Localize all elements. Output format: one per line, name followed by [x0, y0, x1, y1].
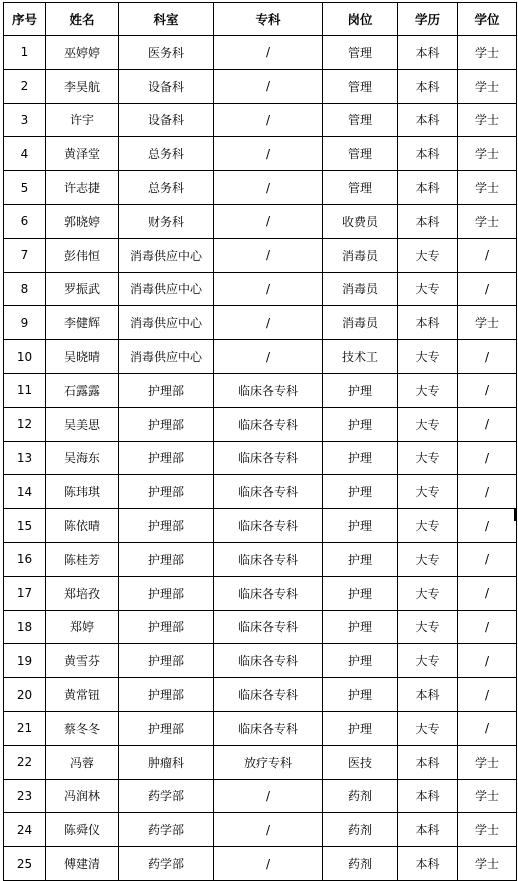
cell-department: 设备科: [119, 103, 214, 137]
cell-seq: 14: [4, 475, 46, 509]
table-row: [4, 306, 517, 340]
cell-position: 护理: [323, 644, 398, 678]
cell-department: 药学部: [119, 813, 214, 847]
cell-seq: 24: [4, 813, 46, 847]
cell-degree: /: [458, 576, 517, 610]
cell-education: 本科: [398, 678, 458, 712]
cell-department: 设备科: [119, 69, 214, 103]
cell-specialty: /: [214, 272, 323, 306]
cell-name: 李健辉: [46, 306, 119, 340]
cell-degree: /: [458, 610, 517, 644]
table-row: [4, 238, 517, 272]
table-row: [4, 779, 517, 813]
cell-seq: 4: [4, 137, 46, 171]
cell-degree: 学士: [458, 779, 517, 813]
cell-name: 李昊航: [46, 69, 119, 103]
cell-department: 护理部: [119, 441, 214, 475]
cell-department: 肿瘤科: [119, 745, 214, 779]
cell-seq: 15: [4, 509, 46, 543]
cell-name: 黄雪芬: [46, 644, 119, 678]
cell-department: 护理部: [119, 373, 214, 407]
table-row: [4, 407, 517, 441]
cell-department: 总务科: [119, 137, 214, 171]
cell-department: 护理部: [119, 576, 214, 610]
cell-position: 药剂: [323, 779, 398, 813]
header-row: [4, 3, 517, 36]
cell-education: 大专: [398, 610, 458, 644]
cell-specialty: /: [214, 137, 323, 171]
cell-position: 管理: [323, 69, 398, 103]
cell-education: 大专: [398, 711, 458, 745]
cell-seq: 18: [4, 610, 46, 644]
cell-education: 本科: [398, 847, 458, 881]
cell-name: 冯蓉: [46, 745, 119, 779]
cell-seq: 10: [4, 340, 46, 374]
cell-degree: 学士: [458, 745, 517, 779]
cell-education: 本科: [398, 103, 458, 137]
cell-specialty: /: [214, 847, 323, 881]
cell-degree: /: [458, 678, 517, 712]
table-row: [4, 813, 517, 847]
cell-name: 黄常钮: [46, 678, 119, 712]
cell-degree: 学士: [458, 103, 517, 137]
table-row: [4, 272, 517, 306]
cell-specialty: /: [214, 238, 323, 272]
cell-education: 本科: [398, 204, 458, 238]
cell-position: 护理: [323, 509, 398, 543]
header-position: 岗位: [323, 3, 398, 36]
cell-degree: /: [458, 441, 517, 475]
cell-department: 护理部: [119, 407, 214, 441]
cell-specialty: 临床各专科: [214, 711, 323, 745]
table-row: [4, 36, 517, 70]
cell-department: 医务科: [119, 36, 214, 70]
cell-specialty: 临床各专科: [214, 475, 323, 509]
cell-position: 护理: [323, 441, 398, 475]
cell-degree: /: [458, 509, 517, 543]
cell-seq: 9: [4, 306, 46, 340]
cell-degree: 学士: [458, 171, 517, 205]
cell-seq: 20: [4, 678, 46, 712]
table-row: [4, 711, 517, 745]
cell-seq: 21: [4, 711, 46, 745]
cell-name: 巫婷婷: [46, 36, 119, 70]
table-row: [4, 509, 517, 543]
cell-position: 医技: [323, 745, 398, 779]
cell-degree: /: [458, 238, 517, 272]
cell-education: 大专: [398, 542, 458, 576]
cell-degree: /: [458, 711, 517, 745]
cell-position: 护理: [323, 475, 398, 509]
cell-seq: 25: [4, 847, 46, 881]
cell-department: 护理部: [119, 610, 214, 644]
table-row: [4, 576, 517, 610]
table-row: [4, 644, 517, 678]
cell-department: 财务科: [119, 204, 214, 238]
table-row: [4, 678, 517, 712]
cell-position: 药剂: [323, 813, 398, 847]
cell-name: 吴晓晴: [46, 340, 119, 374]
cell-position: 护理: [323, 542, 398, 576]
cell-seq: 12: [4, 407, 46, 441]
cell-position: 护理: [323, 678, 398, 712]
cell-degree: /: [458, 272, 517, 306]
cell-education: 大专: [398, 441, 458, 475]
cell-specialty: /: [214, 813, 323, 847]
cell-education: 本科: [398, 36, 458, 70]
header-department: 科室: [119, 3, 214, 36]
table-header: [4, 3, 517, 36]
header-specialty: 专科: [214, 3, 323, 36]
cell-position: 护理: [323, 407, 398, 441]
table-body: [4, 36, 517, 881]
cell-name: 彭伟恒: [46, 238, 119, 272]
cell-education: 大专: [398, 407, 458, 441]
cell-position: 管理: [323, 103, 398, 137]
cell-department: 药学部: [119, 847, 214, 881]
table-row: [4, 69, 517, 103]
cell-degree: 学士: [458, 137, 517, 171]
table-row: [4, 204, 517, 238]
cell-position: 管理: [323, 137, 398, 171]
cell-name: 陈依晴: [46, 509, 119, 543]
cell-name: 吴美思: [46, 407, 119, 441]
cell-position: 护理: [323, 373, 398, 407]
cell-position: 管理: [323, 36, 398, 70]
table-row: [4, 103, 517, 137]
cell-education: 大专: [398, 576, 458, 610]
cell-department: 护理部: [119, 509, 214, 543]
cell-name: 郭晓婷: [46, 204, 119, 238]
cell-seq: 16: [4, 542, 46, 576]
cell-seq: 23: [4, 779, 46, 813]
cell-seq: 22: [4, 745, 46, 779]
table-row: [4, 475, 517, 509]
cell-specialty: 临床各专科: [214, 576, 323, 610]
cell-seq: 17: [4, 576, 46, 610]
cell-education: 大专: [398, 644, 458, 678]
cell-name: 陈桂芳: [46, 542, 119, 576]
cell-name: 郑婷: [46, 610, 119, 644]
cell-specialty: /: [214, 779, 323, 813]
cell-degree: 学士: [458, 69, 517, 103]
cell-seq: 8: [4, 272, 46, 306]
cell-education: 本科: [398, 69, 458, 103]
cell-department: 护理部: [119, 711, 214, 745]
cell-education: 本科: [398, 745, 458, 779]
cell-specialty: /: [214, 204, 323, 238]
cell-education: 大专: [398, 238, 458, 272]
cell-degree: /: [458, 340, 517, 374]
header-name: 姓名: [46, 3, 119, 36]
cell-specialty: /: [214, 340, 323, 374]
header-degree: 学位: [458, 3, 517, 36]
cell-education: 本科: [398, 306, 458, 340]
cell-department: 总务科: [119, 171, 214, 205]
cell-name: 石露露: [46, 373, 119, 407]
cell-position: 护理: [323, 711, 398, 745]
cell-degree: 学士: [458, 813, 517, 847]
cell-specialty: /: [214, 36, 323, 70]
cell-name: 吴海东: [46, 441, 119, 475]
cell-position: 消毒员: [323, 306, 398, 340]
cell-position: 消毒员: [323, 272, 398, 306]
cell-specialty: 临床各专科: [214, 373, 323, 407]
table-row: [4, 137, 517, 171]
cell-degree: 学士: [458, 204, 517, 238]
table-row: [4, 340, 517, 374]
cell-name: 蔡冬冬: [46, 711, 119, 745]
header-education: 学历: [398, 3, 458, 36]
cell-specialty: /: [214, 171, 323, 205]
cell-position: 收费员: [323, 204, 398, 238]
cell-position: 护理: [323, 576, 398, 610]
cell-education: 大专: [398, 509, 458, 543]
cell-specialty: 临床各专科: [214, 407, 323, 441]
cell-department: 消毒供应中心: [119, 340, 214, 374]
cell-seq: 11: [4, 373, 46, 407]
cell-position: 管理: [323, 171, 398, 205]
cell-seq: 6: [4, 204, 46, 238]
cell-name: 冯润林: [46, 779, 119, 813]
table-row: [4, 745, 517, 779]
cell-seq: 5: [4, 171, 46, 205]
cell-department: 护理部: [119, 644, 214, 678]
table-row: [4, 171, 517, 205]
cell-specialty: 放疗专科: [214, 745, 323, 779]
cell-name: 郑培孜: [46, 576, 119, 610]
cell-degree: 学士: [458, 306, 517, 340]
cell-seq: 2: [4, 69, 46, 103]
cell-education: 本科: [398, 813, 458, 847]
cell-department: 消毒供应中心: [119, 238, 214, 272]
cell-name: 许宇: [46, 103, 119, 137]
table-row: [4, 610, 517, 644]
cell-specialty: 临床各专科: [214, 509, 323, 543]
cell-seq: 13: [4, 441, 46, 475]
cell-seq: 3: [4, 103, 46, 137]
cell-specialty: 临床各专科: [214, 644, 323, 678]
table-row: [4, 847, 517, 881]
cell-education: 大专: [398, 272, 458, 306]
cell-degree: /: [458, 475, 517, 509]
cell-seq: 19: [4, 644, 46, 678]
cell-department: 消毒供应中心: [119, 272, 214, 306]
header-seq: 序号: [4, 3, 46, 36]
cell-seq: 1: [4, 36, 46, 70]
cell-education: 大专: [398, 475, 458, 509]
edge-mark: [514, 508, 516, 521]
cell-degree: /: [458, 542, 517, 576]
table-row: [4, 542, 517, 576]
cell-specialty: /: [214, 103, 323, 137]
cell-department: 消毒供应中心: [119, 306, 214, 340]
cell-name: 陈玮琪: [46, 475, 119, 509]
cell-specialty: /: [214, 306, 323, 340]
cell-seq: 7: [4, 238, 46, 272]
table-row: [4, 373, 517, 407]
cell-name: 黄泽堂: [46, 137, 119, 171]
cell-specialty: 临床各专科: [214, 610, 323, 644]
cell-specialty: 临床各专科: [214, 678, 323, 712]
cell-position: 技术工: [323, 340, 398, 374]
cell-specialty: 临床各专科: [214, 542, 323, 576]
cell-position: 药剂: [323, 847, 398, 881]
cell-name: 罗振武: [46, 272, 119, 306]
cell-department: 护理部: [119, 475, 214, 509]
cell-department: 护理部: [119, 542, 214, 576]
cell-degree: /: [458, 407, 517, 441]
cell-position: 消毒员: [323, 238, 398, 272]
cell-education: 本科: [398, 137, 458, 171]
cell-degree: /: [458, 373, 517, 407]
cell-degree: 学士: [458, 847, 517, 881]
cell-education: 本科: [398, 779, 458, 813]
staff-table: [3, 2, 517, 881]
cell-specialty: /: [214, 69, 323, 103]
cell-degree: 学士: [458, 36, 517, 70]
cell-position: 护理: [323, 610, 398, 644]
cell-education: 大专: [398, 373, 458, 407]
cell-name: 傅建清: [46, 847, 119, 881]
table-row: [4, 441, 517, 475]
cell-degree: /: [458, 644, 517, 678]
cell-education: 大专: [398, 340, 458, 374]
cell-name: 许志捷: [46, 171, 119, 205]
cell-department: 药学部: [119, 779, 214, 813]
cell-education: 本科: [398, 171, 458, 205]
cell-department: 护理部: [119, 678, 214, 712]
cell-name: 陈舜仪: [46, 813, 119, 847]
cell-specialty: 临床各专科: [214, 441, 323, 475]
